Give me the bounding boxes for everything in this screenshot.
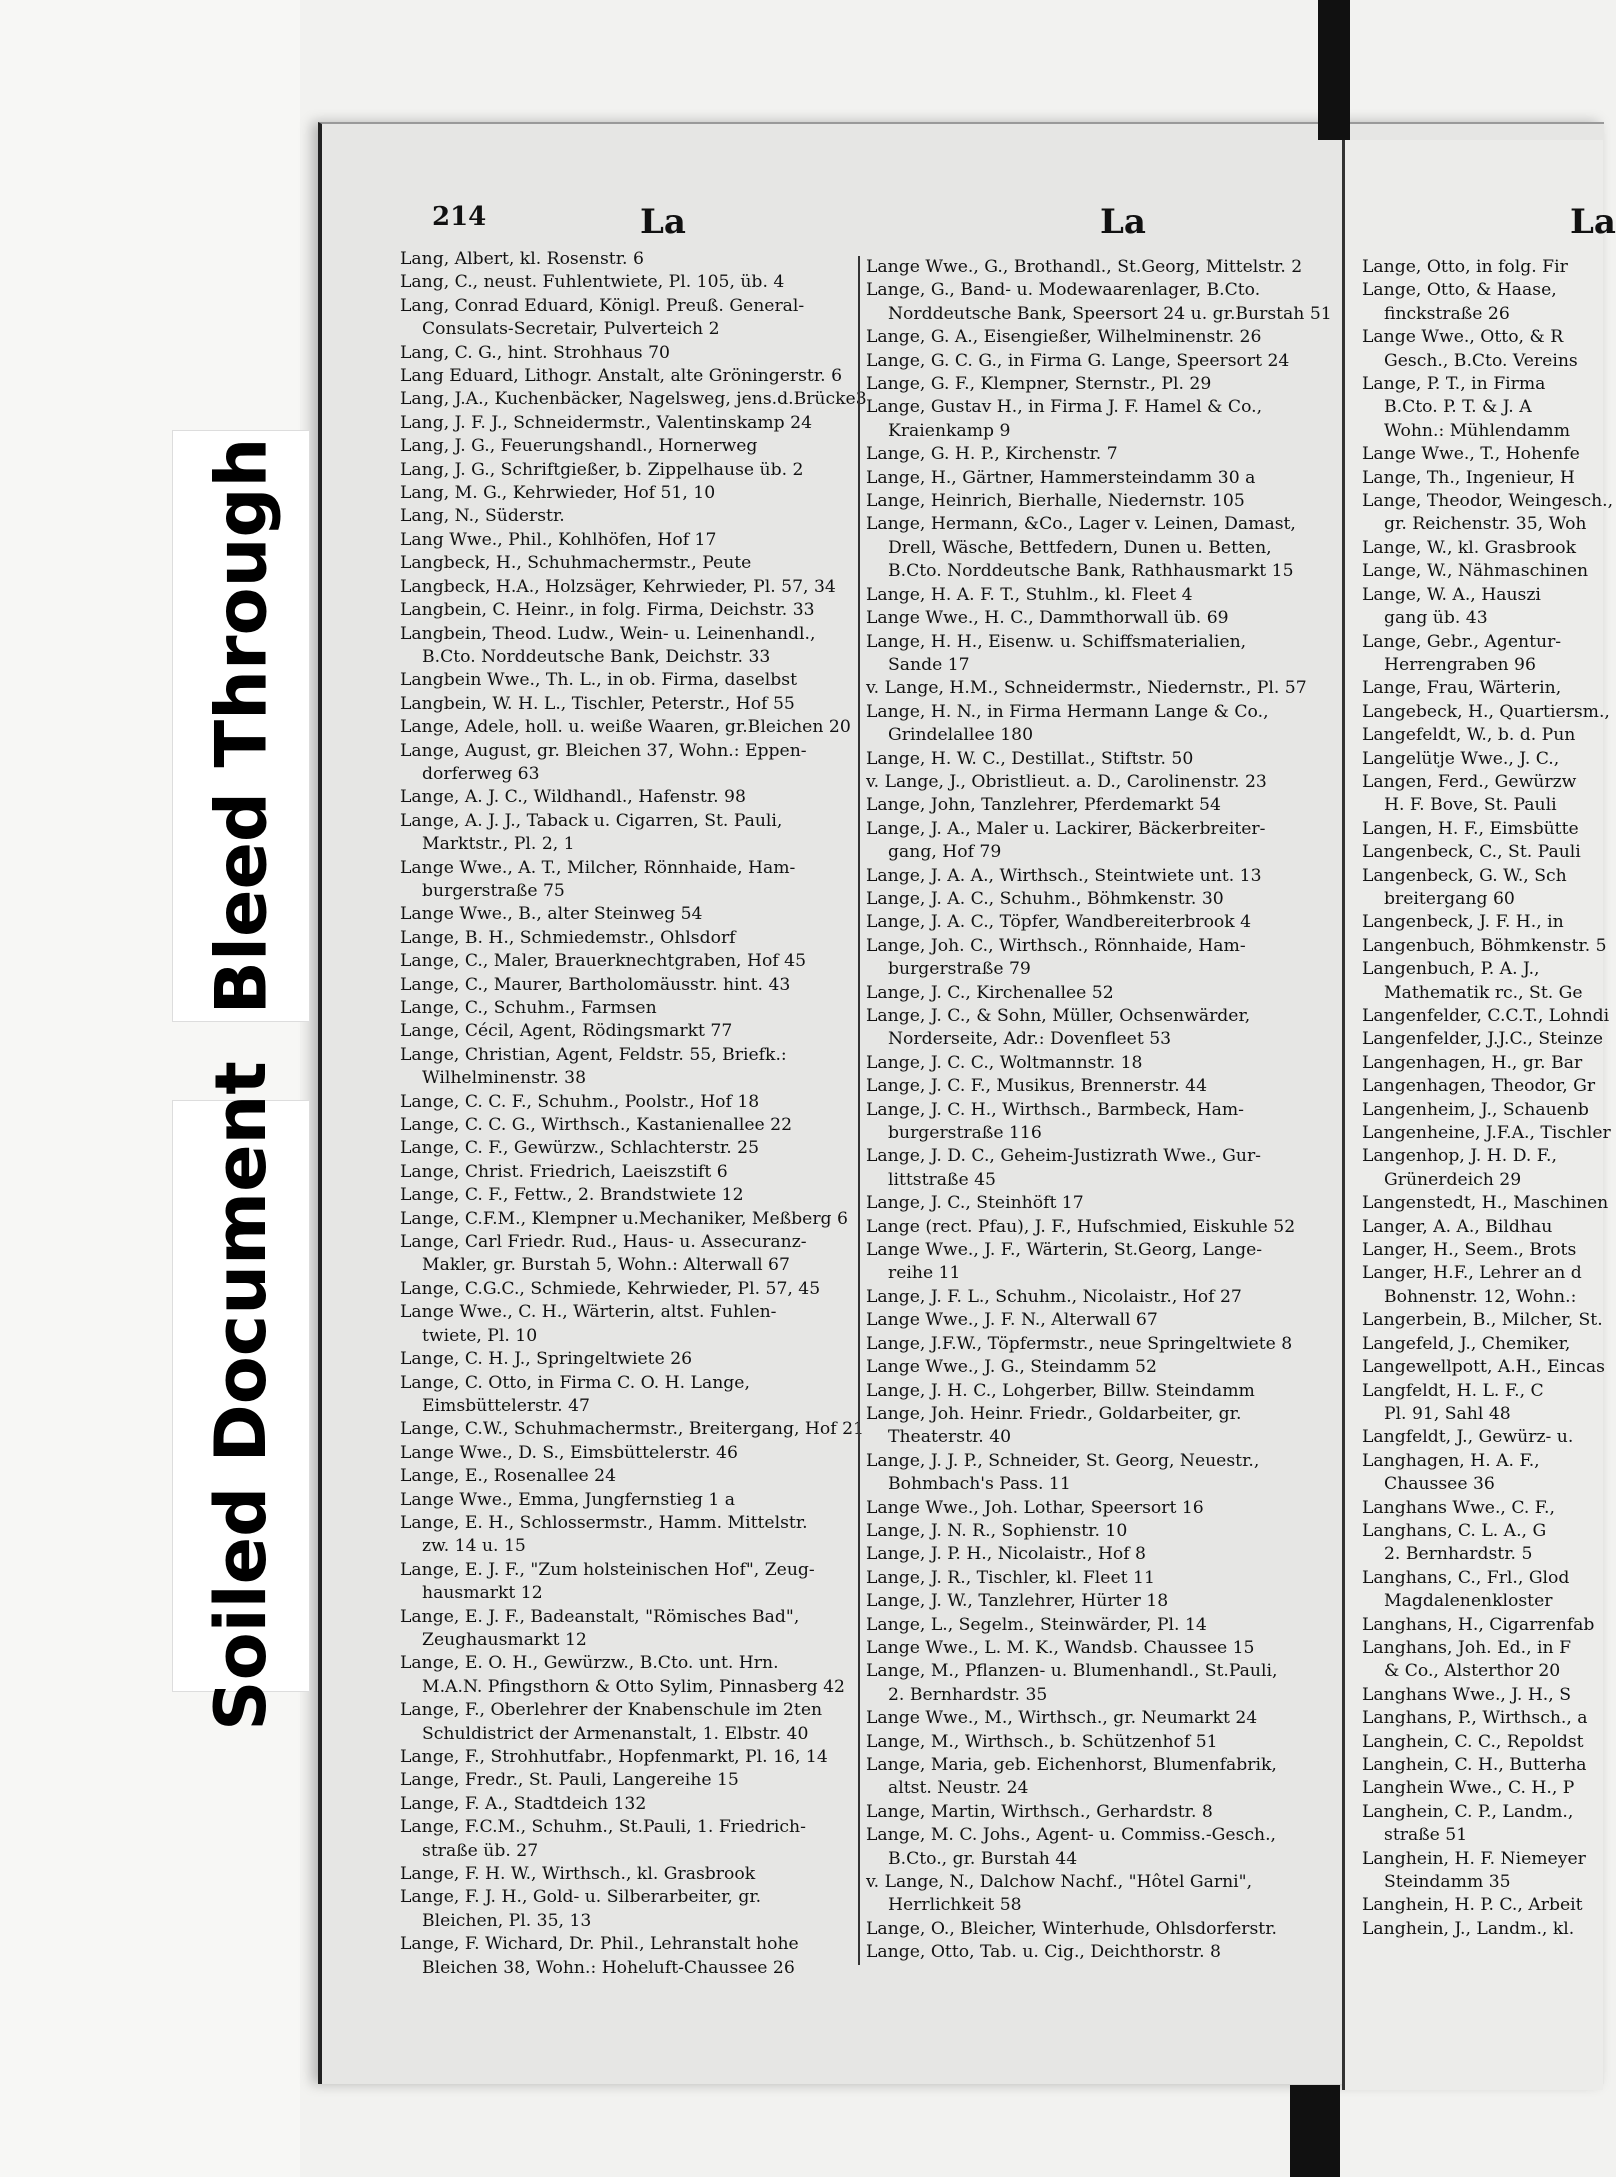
directory-entry: Lange, Joh. C., Wirthsch., Rönnhaide, Ham- bbox=[866, 935, 1246, 956]
directory-entry: Lange, G. C. G., in Firma G. Lange, Speersort 24 bbox=[866, 350, 1290, 371]
directory-entry: Langhans Wwe., J. H., S bbox=[1362, 1684, 1571, 1705]
directory-entry: Lange Wwe., Otto, & R bbox=[1362, 327, 1564, 348]
directory-entry: Lang, M. G., Kehrwieder, Hof 51, 10 bbox=[400, 483, 716, 504]
directory-entry: Langen, H. F., Eimsbütte bbox=[1362, 818, 1579, 839]
directory-entry: Lange, J. A. C., Töpfer, Wandbereiterbrook 4 bbox=[866, 912, 1252, 933]
directory-entry: Lange, J. A. C., Schuhm., Böhmkenstr. 30 bbox=[866, 888, 1224, 909]
directory-entry: Zeughausmarkt 12 bbox=[422, 1629, 587, 1650]
directory-entry: Grindelallee 180 bbox=[888, 725, 1034, 746]
directory-entry: Lange, Gustav H., in Firma J. F. Hamel & Co., bbox=[866, 397, 1263, 418]
directory-entry: Sande 17 bbox=[888, 654, 970, 675]
directory-entry: Lange Wwe., L. M. K., Wandsb. Chaussee 15 bbox=[866, 1637, 1255, 1658]
directory-entry: Lange, H., Gärtner, Hammersteindamm 30 a bbox=[866, 467, 1256, 488]
directory-entry: Langebeck, H., Quartiersm., bbox=[1362, 701, 1610, 722]
directory-entry: Theaterstr. 40 bbox=[888, 1427, 1012, 1448]
directory-entry: Lange, H. N., in Firma Hermann Lange & Co., bbox=[866, 701, 1269, 722]
directory-entry: gr. Reichenstr. 35, Woh bbox=[1384, 514, 1587, 535]
directory-entry: Lange, J. A., Maler u. Lackirer, Bäckerbreiter- bbox=[866, 818, 1266, 839]
directory-entry: Eimsbüttelerstr. 47 bbox=[422, 1395, 590, 1416]
directory-entry: Lange Wwe., J. F. N., Alterwall 67 bbox=[866, 1310, 1158, 1331]
directory-entry: Lange, C.F.M., Klempner u.Mechaniker, Meßberg 6 bbox=[400, 1208, 848, 1229]
directory-entry: Lange, J. C., Steinhöft 17 bbox=[866, 1193, 1084, 1214]
directory-entry: Lange, J. C., Kirchenallee 52 bbox=[866, 982, 1114, 1003]
running-head-mid: La bbox=[1100, 202, 1146, 242]
directory-entry: Langefeld, J., Chemiker, bbox=[1362, 1333, 1571, 1354]
directory-entry: Lange, J. P. H., Nicolaistr., Hof 8 bbox=[866, 1544, 1146, 1565]
directory-entry: Lange, August, gr. Bleichen 37, Wohn.: Eppen- bbox=[400, 740, 807, 761]
directory-entry: Langhans, C., Frl., Glod bbox=[1362, 1567, 1570, 1588]
directory-entry: Lange, Adele, holl. u. weiße Waaren, gr.Bleichen 20 bbox=[400, 717, 851, 738]
directory-entry: Gesch., B.Cto. Vereins bbox=[1384, 350, 1578, 371]
directory-entry: Lange, J. C. C., Woltmannstr. 18 bbox=[866, 1052, 1143, 1073]
directory-entry: Lange, F. Wichard, Dr. Phil., Lehranstalt hohe bbox=[400, 1934, 799, 1955]
directory-entry: Langbein, Theod. Ludw., Wein- u. Leinenhandl., bbox=[400, 623, 816, 644]
directory-entry: Lange, J. C. H., Wirthsch., Barmbeck, Ham- bbox=[866, 1099, 1244, 1120]
directory-entry: Lange, Otto, Tab. u. Cig., Deichthorstr. 8 bbox=[866, 1942, 1221, 1963]
directory-entry: Lange, Maria, geb. Eichenhorst, Blumenfabrik, bbox=[866, 1755, 1277, 1775]
directory-entry: littstraße 45 bbox=[888, 1169, 996, 1190]
directory-entry: Consulats-Secretair, Pulverteich 2 bbox=[422, 319, 720, 340]
directory-entry: Lange, Cécil, Agent, Rödingsmarkt 77 bbox=[400, 1021, 733, 1042]
directory-entry: Lange, F. A., Stadtdeich 132 bbox=[400, 1793, 647, 1814]
directory-entry: Lange, E. J. F., Badeanstalt, "Römisches Bad", bbox=[400, 1606, 800, 1627]
bleed-through-tab bbox=[172, 430, 310, 1022]
directory-entry: Langbein, C. Heinr., in folg. Firma, Deichstr. 33 bbox=[400, 600, 815, 621]
directory-entry: Lange, J. F. L., Schuhm., Nicolaistr., Hof 27 bbox=[866, 1286, 1242, 1307]
directory-entry: Lange Wwe., B., alter Steinweg 54 bbox=[400, 904, 703, 925]
directory-entry: Lange, B. H., Schmiedemstr., Ohlsdorf bbox=[400, 927, 736, 948]
directory-entry: straße 51 bbox=[1384, 1825, 1468, 1846]
directory-entry: Lange Wwe., T., Hohenfe bbox=[1362, 444, 1580, 465]
directory-entry: breitergang 60 bbox=[1384, 888, 1515, 909]
directory-entry: Langbeck, H., Schuhmachermstr., Peute bbox=[400, 553, 752, 574]
directory-entry: Norderseite, Adr.: Dovenfleet 53 bbox=[888, 1029, 1172, 1050]
directory-entry: Bleichen, Pl. 35, 13 bbox=[422, 1910, 592, 1931]
directory-entry: Lange, F.C.M., Schuhm., St.Pauli, 1. Friedrich- bbox=[400, 1817, 806, 1838]
directory-entry: Lange, C.W., Schuhmachermstr., Breitergang, Hof 21 bbox=[400, 1419, 864, 1440]
directory-entry: Lange, Fredr., St. Pauli, Langereihe 15 bbox=[400, 1770, 739, 1791]
directory-entry: B.Cto. P. T. & J. A bbox=[1384, 397, 1532, 418]
directory-entry: Herrlichkeit 58 bbox=[888, 1895, 1022, 1916]
directory-entry: Langewellpott, A.H., Eincas bbox=[1362, 1357, 1605, 1378]
directory-entry: Lange, Heinrich, Bierhalle, Niedernstr. 105 bbox=[866, 491, 1245, 512]
directory-entry: Lange, E. H., Schlossermstr., Hamm. Mittelstr. bbox=[400, 1512, 808, 1533]
directory-entry: Lange, H. W. C., Destillat., Stiftstr. 50 bbox=[866, 748, 1194, 769]
directory-entry: Lange, C.G.C., Schmiede, Kehrwieder, Pl. 57, 45 bbox=[400, 1278, 821, 1299]
directory-entry: Lange, Frau, Wärterin, bbox=[1362, 678, 1562, 699]
directory-entry: Langenstedt, H., Maschinen bbox=[1362, 1193, 1609, 1214]
bleed-through-label: Bleed Through bbox=[200, 437, 282, 1015]
directory-entry: Langbeck, H.A., Holzsäger, Kehrwieder, Pl. 57, 34 bbox=[400, 576, 836, 597]
directory-entry: Lange, J. R., Tischler, kl. Fleet 11 bbox=[866, 1567, 1155, 1588]
directory-entry: Lange, J. C. F., Musikus, Brennerstr. 44 bbox=[866, 1076, 1208, 1097]
directory-entry: Lang, J.A., Kuchenbäcker, Nagelsweg, jens.d.Brücke3 bbox=[400, 389, 867, 410]
directory-entry: Lange, C. F., Gewürzw., Schlachterstr. 25 bbox=[400, 1138, 760, 1159]
directory-entry: Lange, J. W., Tanzlehrer, Hürter 18 bbox=[866, 1591, 1169, 1612]
directory-entry: Lange, J. H. C., Lohgerber, Billw. Steindamm bbox=[866, 1380, 1255, 1401]
directory-entry: Herrengraben 96 bbox=[1384, 654, 1536, 675]
directory-entry: Lange, Joh. Heinr. Friedr., Goldarbeiter, gr. bbox=[866, 1403, 1242, 1424]
directory-entry: v. Lange, J., Obristlieut. a. D., Carolinenstr. 23 bbox=[866, 771, 1267, 792]
directory-entry: Lange, Carl Friedr. Rud., Haus- u. Assecuranz- bbox=[400, 1232, 807, 1253]
directory-entry: Langhein Wwe., C. H., P bbox=[1362, 1778, 1575, 1799]
directory-entry: Mathematik rc., St. Ge bbox=[1384, 982, 1583, 1003]
directory-entry: Langerbein, B., Milcher, St. bbox=[1362, 1310, 1603, 1331]
directory-entry: Langhans, P., Wirthsch., a bbox=[1362, 1708, 1588, 1729]
directory-entry: Bohnenstr. 12, Wohn.: bbox=[1384, 1286, 1577, 1307]
directory-entry: Lange, C. C. G., Wirthsch., Kastanienallee 22 bbox=[400, 1115, 793, 1136]
directory-entry: Lang Eduard, Lithogr. Anstalt, alte Gröningerstr. 6 bbox=[400, 366, 843, 387]
directory-entry: Lange, F., Strohhutfabr., Hopfenmarkt, Pl. 16, 14 bbox=[400, 1747, 828, 1767]
directory-entry: Langenhagen, H., gr. Bar bbox=[1362, 1052, 1583, 1073]
directory-entry: Steindamm 35 bbox=[1384, 1872, 1511, 1893]
directory-entry: twiete, Pl. 10 bbox=[422, 1325, 538, 1346]
directory-entry: Langhagen, H. A. F., bbox=[1362, 1450, 1540, 1471]
directory-entry: Lange, E. O. H., Gewürzw., B.Cto. unt. Hrn. bbox=[400, 1653, 779, 1674]
directory-entry: Norddeutsche Bank, Speersort 24 u. gr.Burstah 51 bbox=[888, 303, 1332, 324]
directory-entry: Lange Wwe., M., Wirthsch., gr. Neumarkt 24 bbox=[866, 1708, 1258, 1729]
directory-entry: Lange, J. J. P., Schneider, St. Georg, Neuestr., bbox=[866, 1450, 1260, 1471]
directory-entry: Lange, H. A. F. T., Stuhlm., kl. Fleet 4 bbox=[866, 584, 1193, 605]
binding-shadow-top bbox=[1318, 0, 1350, 140]
directory-entry: Langenbeck, G. W., Sch bbox=[1362, 865, 1567, 886]
directory-entry: Lang, J. G., Feuerungshandl., Hornerweg bbox=[400, 436, 758, 457]
directory-entry: Langbein Wwe., Th. L., in ob. Firma, daselbst bbox=[400, 670, 798, 691]
directory-entry: Lange Wwe., C. H., Wärterin, altst. Fuhlen- bbox=[400, 1302, 777, 1323]
directory-entry: B.Cto. Norddeutsche Bank, Deichstr. 33 bbox=[422, 646, 771, 667]
left-column bbox=[400, 248, 876, 1980]
directory-entry: Langen, Ferd., Gewürzw bbox=[1362, 771, 1577, 792]
directory-entry: Lang, Conrad Eduard, Königl. Preuß. General- bbox=[400, 295, 805, 316]
directory-entry: Langer, A. A., Bildhau bbox=[1362, 1216, 1553, 1237]
binding-shadow-bottom bbox=[1290, 2085, 1340, 2177]
directory-entry: Lange Wwe., H. C., Dammthorwall üb. 69 bbox=[866, 608, 1229, 629]
directory-entry: Bohmbach's Pass. 11 bbox=[888, 1474, 1071, 1495]
directory-entry: 2. Bernhardstr. 35 bbox=[888, 1684, 1048, 1705]
directory-entry: reihe 11 bbox=[888, 1263, 961, 1284]
directory-entry: Lange, J. N. R., Sophienstr. 10 bbox=[866, 1520, 1128, 1541]
directory-entry: Langefeldt, W., b. d. Pun bbox=[1362, 725, 1576, 746]
directory-entry: Grünerdeich 29 bbox=[1384, 1169, 1522, 1190]
directory-entry: Lange, A. J. J., Taback u. Cigarren, St. Pauli, bbox=[400, 810, 783, 831]
directory-entry: Lange, C. H. J., Springeltwiete 26 bbox=[400, 1349, 693, 1370]
directory-entry: Lang, N., Süderstr. bbox=[400, 506, 565, 527]
directory-entry: Lange, W. A., Hauszi bbox=[1362, 584, 1541, 605]
directory-entry: Lange, W., Nähmaschinen bbox=[1362, 561, 1589, 582]
directory-entry: Langhein, J., Landm., kl. bbox=[1362, 1918, 1575, 1939]
directory-entry: Langenheine, J.F.A., Tischler bbox=[1362, 1123, 1611, 1144]
directory-entry: Langenbeck, C., St. Pauli bbox=[1362, 842, 1581, 863]
directory-entry: Lange, M. C. Johs., Agent- u. Commiss.-Gesch., bbox=[866, 1825, 1277, 1846]
directory-entry: gang üb. 43 bbox=[1384, 608, 1488, 629]
directory-entry: B.Cto. Norddeutsche Bank, Rathhausmarkt 15 bbox=[888, 561, 1294, 582]
directory-entry: Langenheim, J., Schauenb bbox=[1362, 1099, 1589, 1120]
directory-entry: Lange, C., Schuhm., Farmsen bbox=[400, 998, 657, 1018]
directory-entry: Langhein, C. H., Butterha bbox=[1362, 1755, 1587, 1775]
directory-entry: Lange, F. J. H., Gold- u. Silberarbeiter, gr. bbox=[400, 1887, 762, 1908]
directory-entry: Langhein, H. P. C., Arbeit bbox=[1362, 1895, 1583, 1916]
directory-entry: Lange, J. D. C., Geheim-Justizrath Wwe., Gur- bbox=[866, 1146, 1261, 1167]
directory-entry: zw. 14 u. 15 bbox=[422, 1536, 526, 1557]
directory-entry: Schuldistrict der Armenanstalt, 1. Elbstr. 40 bbox=[422, 1723, 809, 1744]
directory-entry: Lange, C. Otto, in Firma C. O. H. Lange, bbox=[400, 1372, 750, 1393]
directory-entry: Langenfelder, C.C.T., Lohndi bbox=[1362, 1006, 1610, 1026]
directory-entry: Langenbuch, P. A. J., bbox=[1362, 959, 1540, 980]
soiled-document-label: Soiled Document bbox=[200, 1061, 282, 1731]
directory-entry: Lange, C., Maurer, Bartholomäusstr. hint. 43 bbox=[400, 974, 791, 995]
directory-entry: M.A.N. Pfingsthorn & Otto Sylim, Pinnasberg 42 bbox=[422, 1676, 845, 1697]
directory-entry: Lange, Hermann, &Co., Lager v. Leinen, Damast, bbox=[866, 514, 1296, 535]
directory-entry: Bleichen 38, Wohn.: Hoheluft-Chaussee 26 bbox=[422, 1957, 795, 1978]
directory-entry: Langenhagen, Theodor, Gr bbox=[1362, 1076, 1596, 1097]
directory-entry: Langenfelder, J.J.C., Steinze bbox=[1362, 1029, 1604, 1050]
directory-entry: H. F. Bove, St. Pauli bbox=[1384, 795, 1557, 816]
directory-entry: Langelütje Wwe., J. C., bbox=[1362, 748, 1560, 769]
directory-entry: Langenbeck, J. F. H., in bbox=[1362, 912, 1564, 933]
directory-entry: Langer, H.F., Lehrer an d bbox=[1362, 1263, 1582, 1284]
directory-entry: Wohn.: Mühlendamm bbox=[1384, 420, 1571, 441]
directory-entry: Lange, F., Oberlehrer der Knabenschule im 2ten bbox=[400, 1700, 823, 1721]
directory-entry: Lange, John, Tanzlehrer, Pferdemarkt 54 bbox=[866, 795, 1221, 816]
directory-entry: Lange, Otto, & Haase, bbox=[1362, 280, 1557, 301]
directory-entry: v. Lange, H.M., Schneidermstr., Niedernstr., Pl. 57 bbox=[866, 678, 1307, 699]
directory-entry: Lange, Gebr., Agentur- bbox=[1362, 631, 1562, 652]
middle-column bbox=[858, 256, 1338, 1965]
directory-entry: burgerstraße 79 bbox=[888, 959, 1031, 980]
directory-entry: Lange, G., Band- u. Modewaarenlager, B.Cto. bbox=[866, 280, 1261, 301]
directory-entry: Langfeldt, J., Gewürz- u. bbox=[1362, 1427, 1574, 1448]
directory-entry: Lange, C. F., Fettw., 2. Brandstwiete 12 bbox=[400, 1185, 744, 1206]
directory-entry: Chaussee 36 bbox=[1384, 1474, 1495, 1495]
directory-entry: Lange, J.F.W., Töpfermstr., neue Springeltwiete 8 bbox=[866, 1333, 1293, 1354]
directory-entry: Lange Wwe., J. G., Steindamm 52 bbox=[866, 1357, 1157, 1378]
directory-entry: Wilhelminenstr. 38 bbox=[422, 1068, 587, 1089]
directory-entry: Lang Wwe., Phil., Kohlhöfen, Hof 17 bbox=[400, 529, 717, 550]
directory-entry: Lange Wwe., A. T., Milcher, Rönnhaide, Ham- bbox=[400, 857, 796, 878]
directory-entry: Lange Wwe., Emma, Jungfernstieg 1 a bbox=[400, 1489, 735, 1510]
directory-entry: Lange, W., kl. Grasbrook bbox=[1362, 537, 1577, 558]
directory-entry: gang, Hof 79 bbox=[888, 842, 1002, 863]
directory-entry: Kraienkamp 9 bbox=[888, 420, 1011, 441]
directory-entry: Lange, Th., Ingenieur, H bbox=[1362, 467, 1575, 488]
running-head-left: La bbox=[640, 202, 686, 242]
directory-entry: Lange, C. C. F., Schuhm., Poolstr., Hof 18 bbox=[400, 1091, 760, 1112]
directory-entry: Lange, J. A. A., Wirthsch., Steintwiete unt. 13 bbox=[866, 865, 1262, 886]
directory-entry: Lang, J. F. J., Schneidermstr., Valentinskamp 24 bbox=[400, 412, 813, 433]
directory-entry: Lange Wwe., J. F., Wärterin, St.Georg, Lange- bbox=[866, 1240, 1263, 1261]
soiled-document-tab bbox=[172, 1061, 310, 1731]
directory-entry: Lang, J. G., Schriftgießer, b. Zippelhause üb. 2 bbox=[400, 459, 804, 480]
directory-entry: Langbein, W. H. L., Tischler, Peterstr., Hof 55 bbox=[400, 693, 795, 714]
directory-entry: Lange, E., Rosenallee 24 bbox=[400, 1466, 617, 1487]
directory-entry: Lange, E. J. F., "Zum holsteinischen Hof", Zeug- bbox=[400, 1559, 815, 1580]
right-column bbox=[1362, 256, 1614, 1941]
directory-entry: Langer, H., Seem., Brots bbox=[1362, 1240, 1577, 1261]
directory-entry: hausmarkt 12 bbox=[422, 1583, 543, 1604]
directory-entry: Marktstr., Pl. 2, 1 bbox=[422, 834, 575, 855]
page-number: 214 bbox=[432, 202, 487, 232]
directory-entry: Magdalenenkloster bbox=[1384, 1591, 1553, 1612]
directory-entry: Lange, H. H., Eisenw. u. Schiffsmaterialien, bbox=[866, 631, 1247, 652]
directory-entry: Langhans, C. L. A., G bbox=[1362, 1520, 1547, 1541]
directory-entry: Lange, G. H. P., Kirchenstr. 7 bbox=[866, 444, 1118, 465]
directory-entry: Makler, gr. Burstah 5, Wohn.: Alterwall 67 bbox=[422, 1255, 790, 1276]
directory-entry: dorferweg 63 bbox=[422, 763, 540, 784]
directory-entry: Lange, Christian, Agent, Feldstr. 55, Briefk.: bbox=[400, 1044, 787, 1065]
directory-entry: Lang, C. G., hint. Strohhaus 70 bbox=[400, 342, 670, 363]
directory-entry: Langhans, H., Cigarrenfab bbox=[1362, 1614, 1595, 1635]
directory-entry: Lange (rect. Pfau), J. F., Hufschmied, Eiskuhle 52 bbox=[866, 1216, 1296, 1237]
directory-entry: Lange, P. T., in Firma bbox=[1362, 374, 1546, 395]
directory-entry: Pl. 91, Sahl 48 bbox=[1384, 1403, 1511, 1424]
directory-entry: altst. Neustr. 24 bbox=[888, 1778, 1029, 1799]
directory-entry: Lange, Martin, Wirthsch., Gerhardstr. 8 bbox=[866, 1801, 1213, 1822]
directory-entry: v. Lange, N., Dalchow Nachf., "Hôtel Garni", bbox=[866, 1872, 1253, 1893]
directory-entry: Lange, M., Pflanzen- u. Blumenhandl., St.Pauli, bbox=[866, 1661, 1278, 1682]
directory-entry: Langhans Wwe., C. F., bbox=[1362, 1497, 1555, 1518]
directory-entry: Lange, L., Segelm., Steinwärder, Pl. 14 bbox=[866, 1614, 1207, 1635]
directory-entry: finckstraße 26 bbox=[1384, 303, 1510, 324]
directory-entry: Lange, O., Bleicher, Winterhude, Ohlsdorferstr. bbox=[866, 1918, 1277, 1939]
directory-entry: Lange, Christ. Friedrich, Laeiszstift 6 bbox=[400, 1161, 728, 1182]
directory-entry: Lange, G. A., Eisengießer, Wilhelminenstr. 26 bbox=[866, 327, 1262, 348]
directory-entry: Langhans, Joh. Ed., in F bbox=[1362, 1637, 1571, 1658]
directory-entry: Lang, Albert, kl. Rosenstr. 6 bbox=[400, 249, 644, 269]
directory-entry: Lange, Theodor, Weingesch., bbox=[1362, 491, 1614, 512]
directory-entry: Lange, M., Wirthsch., b. Schützenhof 51 bbox=[866, 1731, 1218, 1752]
directory-entry: burgerstraße 75 bbox=[422, 880, 565, 901]
directory-entry: Drell, Wäsche, Bettfedern, Dunen u. Betten, bbox=[888, 537, 1272, 558]
directory-entry: Lange, G. F., Klempner, Sternstr., Pl. 29 bbox=[866, 374, 1212, 395]
directory-entry: Langfeldt, H. L. F., C bbox=[1362, 1380, 1544, 1401]
directory-entry: Langhein, H. F. Niemeyer bbox=[1362, 1848, 1586, 1869]
directory-entry: Lange, C., Maler, Brauerknechtgraben, Hof 45 bbox=[400, 951, 807, 972]
directory-entry: Lange, A. J. C., Wildhandl., Hafenstr. 98 bbox=[400, 787, 746, 808]
running-head-right: La bbox=[1570, 202, 1616, 242]
directory-entry: Lang, C., neust. Fuhlentwiete, Pl. 105, üb. 4 bbox=[400, 272, 785, 293]
directory-entry: Langenhop, J. H. D. F., bbox=[1362, 1146, 1557, 1167]
directory-entry: Lange, J. C., & Sohn, Müller, Ochsenwärder, bbox=[866, 1006, 1251, 1026]
directory-entry: Lange, Otto, in folg. Fir bbox=[1362, 257, 1568, 277]
directory-entry: Langenbuch, Böhmkenstr. 5 bbox=[1362, 935, 1607, 956]
directory-entry: Lange Wwe., D. S., Eimsbüttelerstr. 46 bbox=[400, 1442, 738, 1463]
directory-entry: straße üb. 27 bbox=[422, 1840, 539, 1861]
directory-entry: Lange Wwe., G., Brothandl., St.Georg, Mittelstr. 2 bbox=[866, 257, 1303, 277]
directory-entry: Lange, F. H. W., Wirthsch., kl. Grasbrook bbox=[400, 1864, 756, 1885]
directory-entry: Lange Wwe., Joh. Lothar, Speersort 16 bbox=[866, 1497, 1204, 1518]
directory-entry: Langhein, C. P., Landm., bbox=[1362, 1801, 1574, 1822]
directory-entry: burgerstraße 116 bbox=[888, 1123, 1042, 1144]
directory-entry: B.Cto., gr. Burstah 44 bbox=[888, 1848, 1078, 1869]
directory-entry: 2. Bernhardstr. 5 bbox=[1384, 1544, 1533, 1565]
directory-entry: Langhein, C. C., Repoldst bbox=[1362, 1731, 1584, 1752]
directory-entry: & Co., Alsterthor 20 bbox=[1384, 1661, 1561, 1682]
